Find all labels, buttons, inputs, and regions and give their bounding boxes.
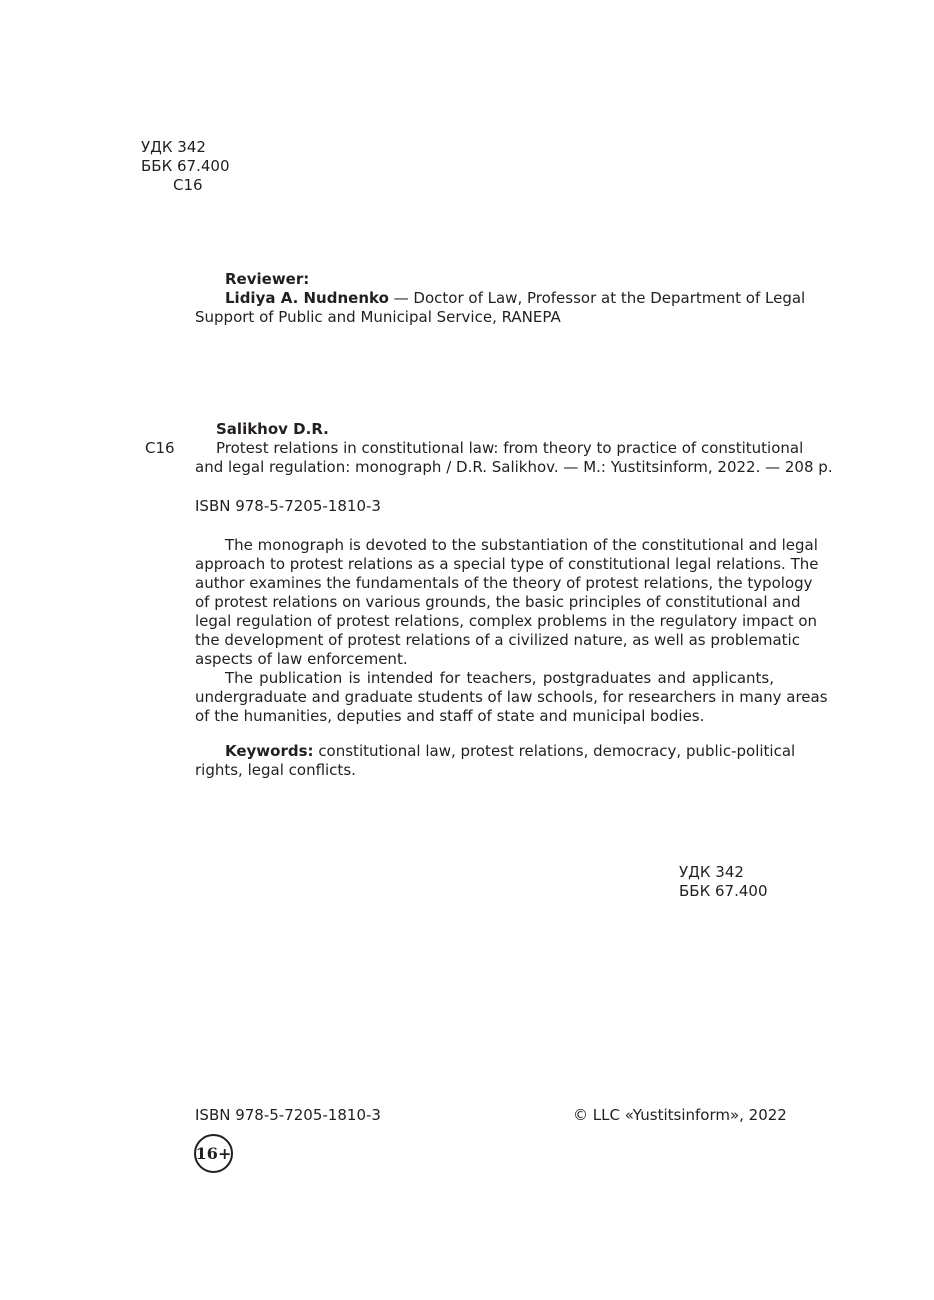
keywords-text-2: rights, legal conflicts.: [195, 761, 356, 779]
keywords-text-1: constitutional law, protest relations, democracy, public-political: [313, 742, 796, 760]
footer-isbn: ISBN 978-5-7205-1810-3: [195, 1106, 381, 1124]
keywords: [195, 742, 796, 780]
abstract: [195, 536, 828, 726]
abstract-p2-line: of the humanities, deputies and staff of state and municipal bodies.: [195, 707, 705, 725]
udk-code: УДК 342: [679, 863, 744, 881]
author-sign: С16: [173, 176, 203, 194]
biblio-sign: С16: [145, 439, 175, 457]
bibliographic-record: [145, 420, 833, 477]
isbn: ISBN 978-5-7205-1810-3: [195, 497, 381, 515]
abstract-p1-line: author examines the fundamentals of the theory of protest relations, the typology: [195, 574, 813, 592]
reviewer-description-1: — Doctor of Law, Professor at the Department of Legal: [388, 289, 806, 307]
keywords-label: Keywords:: [225, 742, 314, 760]
reviewer-heading: Reviewer:: [225, 270, 310, 288]
copyright: © LLC «Yustitsinform», 2022: [573, 1106, 787, 1124]
abstract-p1-line: The monograph is devoted to the substantiation of the constitutional and legal: [225, 536, 818, 554]
abstract-p1-line: legal regulation of protest relations, complex problems in the regulatory impact on: [195, 612, 818, 630]
abstract-p2-line: undergraduate and graduate students of law schools, for researchers in many areas: [195, 688, 828, 706]
reviewer-block: [195, 270, 806, 327]
abstract-p1-line: aspects of law enforcement.: [195, 650, 408, 668]
abstract-p1-line: the development of protest relations of a civilized nature, as well as problematic: [195, 631, 800, 649]
reviewer-description-2: Support of Public and Municipal Service, RANEPA: [195, 308, 561, 326]
bbk-code: ББК 67.400: [141, 157, 230, 175]
udk-code: УДК 342: [141, 138, 206, 156]
age-rating-badge: 16+: [194, 1134, 233, 1173]
reviewer-line-1: [195, 289, 806, 308]
abstract-p1-line: of protest relations on various grounds, the basic principles of constitutional and: [195, 593, 801, 611]
biblio-author: Salikhov D.R.: [216, 420, 329, 438]
reviewer-name: Lidiya A. Nudnenko: [225, 289, 389, 307]
abstract-p1-line: approach to protest relations as a special type of constitutional legal relations. The: [195, 555, 819, 573]
classification-codes-top: [141, 138, 229, 195]
bbk-code: ББК 67.400: [679, 882, 768, 900]
biblio-line-1: Protest relations in constitutional law: from theory to practice of constitutional: [216, 439, 804, 457]
classification-codes-bottom: [679, 863, 767, 901]
biblio-line-2: and legal regulation: monograph / D.R. Salikhov. — M.: Yustitsinform, 2022. — 208 p.: [195, 458, 833, 476]
abstract-p2-line: The publication is intended for teachers, postgraduates and applicants,: [225, 669, 774, 687]
keywords-line-1: [195, 742, 796, 761]
